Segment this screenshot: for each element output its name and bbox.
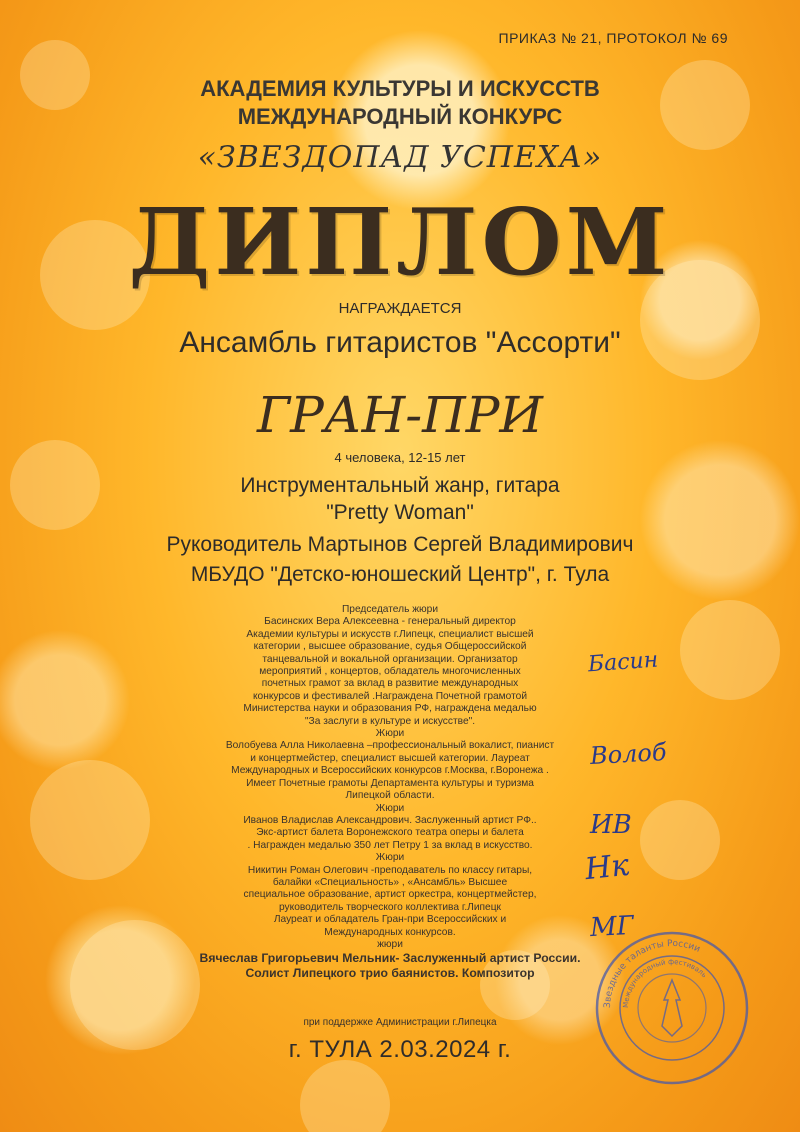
jury-line: танцевальной и вокальной организации. Организатор <box>262 653 518 665</box>
jury-line: "За заслуги в культуре и искусстве". <box>304 715 476 727</box>
jury-line: и концертмейстер, специалист высшей категории. Лауреат <box>250 752 530 764</box>
stamp-inner-text: Международный фестиваль <box>621 957 709 1009</box>
jury-line: Вячеслав Григорьевич Мельник- Заслуженный артист России. <box>199 951 581 966</box>
svg-text:Звездные таланты России <box>603 939 702 1008</box>
jury-line: Никитин Роман Олегович -преподаватель по классу гитары, <box>247 864 533 876</box>
jury-line: категории , высшее образование, судья Общероссийской <box>253 641 527 653</box>
jury-line: Имеет Почетные грамоты Департамента культуры и туризма <box>246 777 534 789</box>
jury-line: . Награжден медалью 350 лет Петру 1 за вклад в искусство. <box>247 839 533 851</box>
signature-2: Волоб <box>589 738 668 770</box>
jury-line: Международных и Всероссийских конкурсов г.Москва, г.Воронежа . <box>231 765 549 777</box>
jury-line: жюри <box>377 938 403 950</box>
signature-5: МГ <box>589 910 635 944</box>
jury-line: Председатель жюри <box>341 604 439 615</box>
jury-line: балайки «Специальность» , «Ансамбль» Высшее <box>272 876 508 888</box>
jury-line: Академии культуры и искусств г.Липецк, специалист высшей <box>246 628 534 640</box>
jury-line: Басинских Вера Алексеевна - генеральный директор <box>264 616 516 628</box>
jury-line: почетных грамот за вклад в развитие международных <box>261 678 519 690</box>
jury-line: Жюри <box>375 802 405 814</box>
signature-3: ИВ <box>590 810 632 840</box>
jury-line: Международных конкурсов. <box>324 926 456 938</box>
stamp-ring-text: Звездные таланты России <box>602 938 702 1009</box>
contest-type: МЕЖДУНАРОДНЫЙ КОНКУРС <box>237 104 563 129</box>
signature-4: Нк <box>583 847 631 888</box>
awarded-label: НАГРАЖДАЕТСЯ <box>338 300 462 317</box>
jury-line: Липецкой области. <box>345 790 435 802</box>
jury-line: Жюри <box>375 852 405 864</box>
jury-line: специальное образование, артист оркестра, концертмейстер, <box>243 889 537 901</box>
jury-list <box>140 604 640 981</box>
genre: Инструментальный жанр, гитара <box>240 474 560 497</box>
recipient-name: Ансамбль гитаристов "Ассорти" <box>179 326 621 359</box>
leader-name: Руководитель Мартынов Сергей Владимирович <box>166 533 634 556</box>
jury-line: Солист Липецкого трио баянистов. Композитор <box>245 966 535 981</box>
participants-info: 4 человека, 12-15 лет <box>334 450 466 465</box>
support-note: при поддержке Администрации г.Липецка <box>303 1017 497 1028</box>
bokeh-light <box>680 600 780 700</box>
order-number: ПРИКАЗ № 21, ПРОТОКОЛ № 69 <box>498 30 728 46</box>
piece-title: "Pretty Woman" <box>326 501 474 524</box>
jury-line: Волобуева Алла Николаевна –профессиональный вокалист, пианист <box>225 740 555 752</box>
date-and-city: г. ТУЛА 2.03.2024 г. <box>288 1036 512 1063</box>
jury-line: Министерства науки и образования РФ, награждена медалью <box>243 703 537 715</box>
jury-line: Экс-артист балета Воронежского театра оперы и балета <box>256 827 524 839</box>
jury-line: Жюри <box>375 728 405 740</box>
document-title: ДИПЛОМ <box>128 188 672 296</box>
jury-line: руководитель творческого коллектива г.Липецк <box>278 901 502 913</box>
jury-line: мероприятий , концертов, обладатель многочисленных <box>259 666 521 678</box>
bokeh-light <box>300 1060 390 1132</box>
award-title: ГРАН-ПРИ <box>257 386 543 444</box>
organization-name: АКАДЕМИЯ КУЛЬТУРЫ И ИСКУССТВ <box>200 76 600 101</box>
bokeh-light <box>640 800 720 880</box>
signature-1: Басин <box>587 647 660 678</box>
official-stamp <box>592 928 752 1088</box>
bokeh-light <box>30 760 150 880</box>
jury-line: Лауреат и обладатель Гран-при Всероссийских и <box>273 914 507 926</box>
jury-line: конкурсов и фестивалей .Награждена Почетной грамотой <box>252 690 528 702</box>
jury-line: Иванов Владислав Александрович. Заслуженный артист РФ.. <box>243 814 537 826</box>
school-name: МБУДО "Детско-юношеский Центр", г. Тула <box>190 563 610 586</box>
contest-name: «ЗВЕЗДОПАД УСПЕХА» <box>197 140 603 175</box>
